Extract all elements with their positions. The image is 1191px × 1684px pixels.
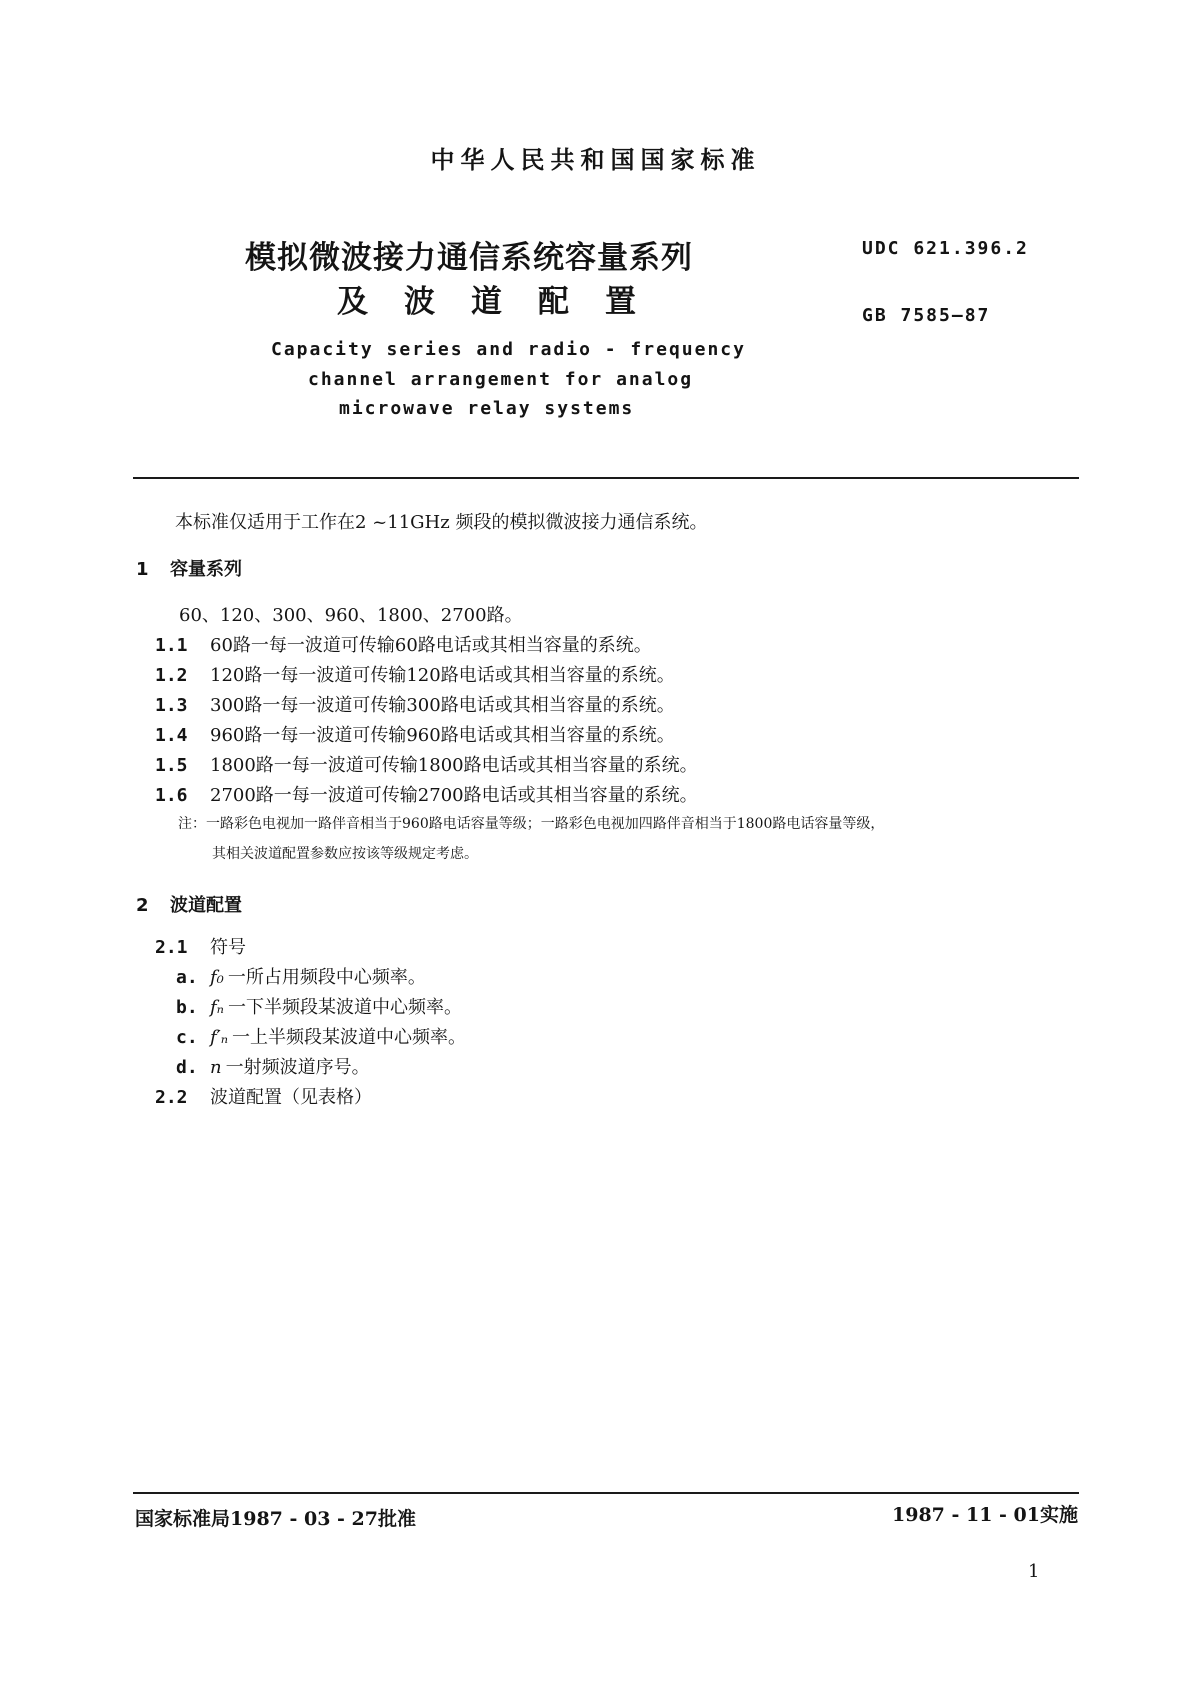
list-item <box>155 751 698 777</box>
title-char: 波 <box>404 284 435 320</box>
item-text: 1800路一每一波道可传输1800路电话或其相当容量的系统。 <box>210 755 698 776</box>
section-2-heading <box>136 891 242 917</box>
symbol-item <box>176 1053 370 1079</box>
symbol-item <box>176 1023 466 1049</box>
title-char: 道 <box>471 284 502 320</box>
english-title-line-2: channel arrangement for analog <box>308 369 694 390</box>
footer-divider <box>133 1492 1079 1494</box>
section-1-heading <box>136 555 242 581</box>
symbol-letter: d. <box>176 1057 198 1078</box>
list-item <box>155 691 675 717</box>
symbol-name: f′ₙ <box>210 1027 229 1048</box>
national-standard-heading: 中华人民共和国国家标准 <box>430 145 761 174</box>
symbol-name: fₙ <box>210 997 224 1018</box>
title-char: 及 <box>337 284 368 320</box>
item-number: 1.3 <box>155 695 188 716</box>
list-item <box>155 661 675 687</box>
english-title-line-3: microwave relay systems <box>339 398 635 419</box>
scope-statement: 本标准仅适用于工作在2 ~11GHz 频段的模拟微波接力通信系统。 <box>175 512 708 533</box>
subsection-number: 2.2 <box>155 1087 188 1108</box>
symbol-name: n <box>210 1057 222 1078</box>
item-text: 300路一每一波道可传输300路电话或其相当容量的系统。 <box>210 695 675 716</box>
list-item <box>155 631 652 657</box>
english-title-line-1: Capacity series and radio - frequency <box>271 339 746 360</box>
symbol-item <box>176 963 426 989</box>
item-number: 1.6 <box>155 785 188 806</box>
approval-date: 国家标准局1987 - 03 - 27批准 <box>135 1508 416 1530</box>
symbol-letter: a. <box>176 967 198 988</box>
note-line-2: 其相关波道配置参数应按该等级规定考虑。 <box>212 846 478 862</box>
subsection-number: 2.1 <box>155 937 188 958</box>
section-number: 2 <box>136 895 149 916</box>
item-text: 120路一每一波道可传输120路电话或其相当容量的系统。 <box>210 665 675 686</box>
effective-date: 1987 - 11 - 01实施 <box>892 1504 1078 1526</box>
title-char: 配 <box>538 284 569 320</box>
header-divider <box>133 477 1079 479</box>
item-number: 1.5 <box>155 755 188 776</box>
document-title-line-1: 模拟微波接力通信系统容量系列 <box>245 240 693 276</box>
item-number: 1.2 <box>155 665 188 686</box>
list-item <box>155 721 675 747</box>
symbol-name: f₀ <box>210 967 224 988</box>
subsection-title: 波道配置（见表格） <box>210 1087 372 1108</box>
subsection-title: 符号 <box>210 937 246 958</box>
symbol-description: 一上半频段某波道中心频率。 <box>232 1027 467 1048</box>
symbol-description: 一射频波道序号。 <box>225 1057 370 1078</box>
title-char: 置 <box>605 284 636 320</box>
document-title-line-2 <box>337 276 672 321</box>
symbol-description: 一所占用频段中心频率。 <box>227 967 426 988</box>
symbol-description: 一下半频段某波道中心频率。 <box>227 997 462 1018</box>
symbol-item <box>176 993 462 1019</box>
subsection-2-2 <box>155 1083 372 1109</box>
gb-number: GB 7585—87 <box>862 305 991 326</box>
item-text: 2700路一每一波道可传输2700路电话或其相当容量的系统。 <box>210 785 698 806</box>
item-text: 960路一每一波道可传输960路电话或其相当容量的系统。 <box>210 725 675 746</box>
subsection-2-1 <box>155 933 246 959</box>
capacity-list: 60、120、300、960、1800、2700路。 <box>179 605 523 626</box>
symbol-letter: c. <box>176 1027 198 1048</box>
note-line-1: 注：一路彩色电视加一路伴音相当于960路电话容量等级；一路彩色电视加四路伴音相当于1800路电话容量等级， <box>178 816 885 832</box>
udc-code: UDC 621.396.2 <box>862 238 1029 259</box>
section-title: 波道配置 <box>170 895 242 916</box>
section-title: 容量系列 <box>170 559 242 580</box>
item-number: 1.1 <box>155 635 188 656</box>
page-number: 1 <box>1028 1561 1040 1582</box>
symbol-letter: b. <box>176 997 198 1018</box>
item-number: 1.4 <box>155 725 188 746</box>
section-number: 1 <box>136 559 149 580</box>
item-text: 60路一每一波道可传输60路电话或其相当容量的系统。 <box>210 635 652 656</box>
list-item <box>155 781 698 807</box>
